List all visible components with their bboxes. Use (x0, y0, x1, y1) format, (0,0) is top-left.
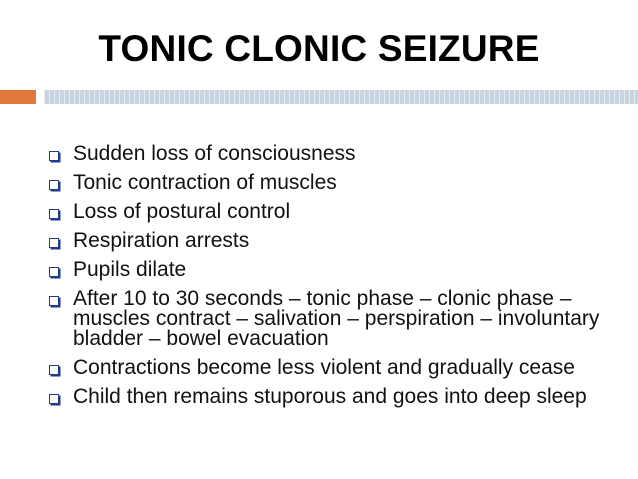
square-bullet-icon (49, 365, 59, 375)
bullet-item (44, 202, 624, 222)
bullet-item (44, 173, 624, 193)
bullet-text: After 10 to 30 seconds – tonic phase – clonic phase – muscles contract – salivation – perspiration – involuntary bladder – bowel evacuation (73, 287, 600, 350)
bullet-text: Child then remains stuporous and goes into deep sleep (73, 385, 587, 408)
square-bullet-icon (49, 394, 59, 404)
bullet-list (44, 144, 624, 416)
bullet-text: Pupils dilate (73, 258, 187, 281)
square-bullet-icon (49, 267, 59, 277)
bullet-item (44, 144, 624, 164)
square-bullet-icon (49, 238, 59, 248)
bullet-item (44, 260, 624, 280)
bullet-item (44, 289, 624, 349)
bullet-text: Respiration arrests (73, 229, 250, 252)
square-bullet-icon (49, 296, 59, 306)
slide-title: TONIC CLONIC SEIZURE (98, 28, 540, 69)
bullet-text: Contractions become less violent and gradually cease (73, 356, 575, 379)
bullet-text: Sudden loss of consciousness (73, 142, 356, 165)
square-bullet-icon (49, 151, 59, 161)
bullet-item (44, 387, 624, 407)
title-underline-blue-bar (44, 90, 638, 104)
bullet-text: Tonic contraction of muscles (73, 171, 337, 194)
title-underline-orange-accent (0, 90, 36, 104)
bullet-item (44, 231, 624, 251)
bullet-text: Loss of postural control (73, 200, 291, 223)
bullet-item (44, 358, 624, 378)
square-bullet-icon (49, 180, 59, 190)
square-bullet-icon (49, 209, 59, 219)
